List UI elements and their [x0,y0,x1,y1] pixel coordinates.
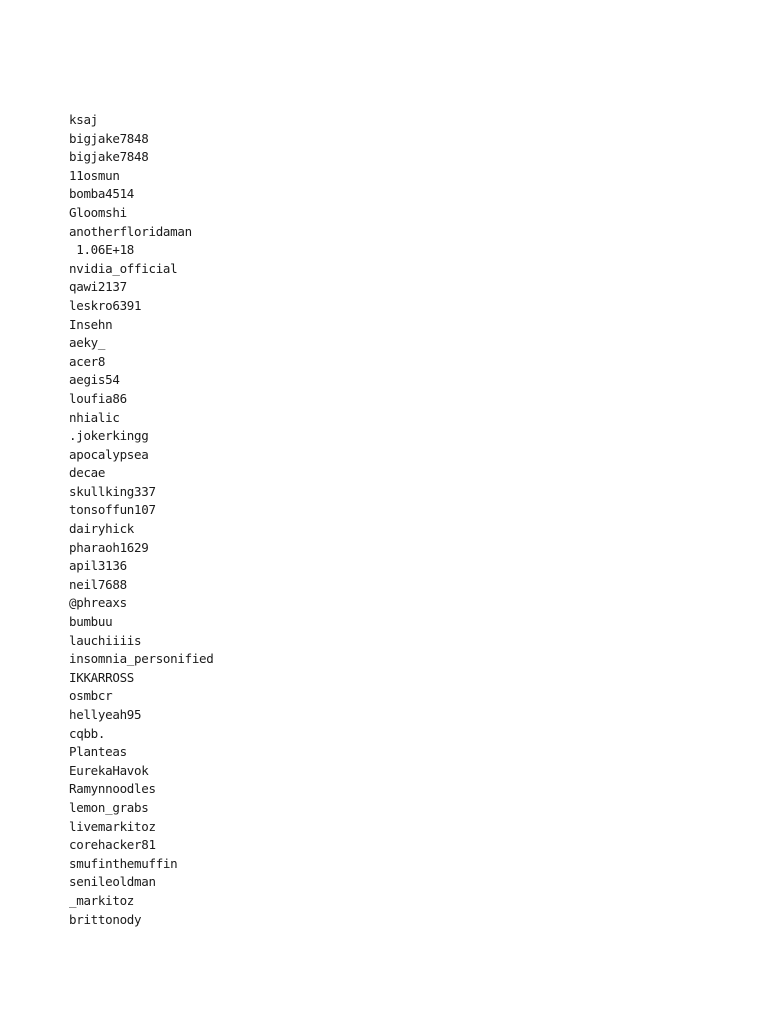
list-item: nhialic [69,409,120,425]
list-item: bomba4514 [69,186,135,202]
list-item: osmbcr [69,688,113,704]
list-item: bigjake7848 [69,130,149,146]
list-item: livemarkitoz [69,818,156,834]
list-item: @phreaxs [69,595,127,611]
list-item: .jokerkingg [69,428,149,444]
list-item: 11osmun [69,167,120,183]
list-item: apil3136 [69,558,127,574]
list-item: qawi2137 [69,279,127,295]
list-item: neil7688 [69,576,127,592]
list-item: Gloomshi [69,204,127,220]
list-item: tonsoffun107 [69,502,156,518]
list-item: apocalypsea [69,446,149,462]
list-item: cqbb. [69,725,106,741]
list-item: brittonody [69,911,142,927]
list-item: insomnia_personified [69,651,214,667]
list-item: Planteas [69,744,127,760]
list-item: skullking337 [69,483,156,499]
list-item: Ramynnoodles [69,781,156,797]
list-item: leskro6391 [69,297,142,313]
list-item: lauchiiiis [69,632,142,648]
list-item: decae [69,465,106,481]
list-item: ksaj [69,112,98,127]
list-item: bigjake7848 [69,149,149,165]
list-item: lemon_grabs [69,799,149,815]
list-item: aegis54 [69,372,120,388]
list-item: anotherfloridaman [69,223,192,239]
list-item: pharaoh1629 [69,539,149,555]
list-item: IKKARROSS [69,669,135,685]
list-item: EurekaHavok [69,762,149,778]
list-item: corehacker81 [69,837,156,853]
list-item: _markitoz [69,892,135,908]
list-item: hellyeah95 [69,707,142,722]
list-item: Insehn [69,316,113,332]
list-item: senileoldman [69,874,156,890]
username-list [69,111,214,929]
list-item: smufinthemuffin [69,855,178,871]
list-item: aeky_ [69,335,106,351]
list-item: dairyhick [69,521,135,537]
list-item: bumbuu [69,614,113,630]
list-item: 1.06E+18 [69,242,135,258]
list-item: loufia86 [69,390,127,406]
list-item: nvidia_official [69,260,178,276]
list-item: acer8 [69,353,106,369]
